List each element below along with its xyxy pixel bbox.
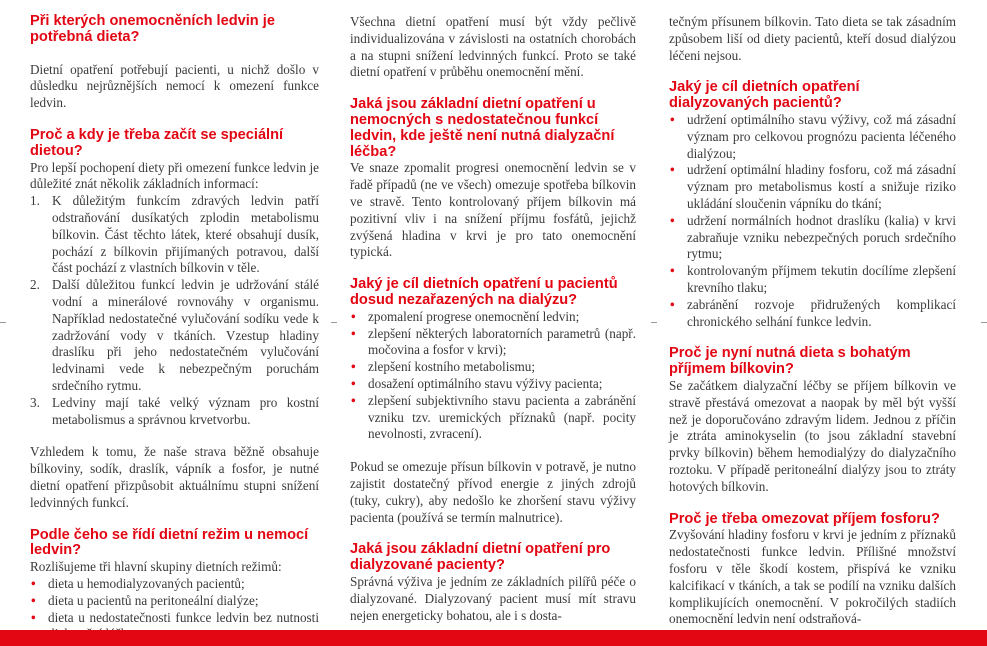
paragraph-individualized: Všechna dietní opatření musí být vždy pečlivě individualizována v závislosti na ostatních chorobách a na stupni snížení ledvinných funkcí. Proto se také dietní opatření v průběhu onemocnění mění. <box>350 14 636 80</box>
list-item: • dieta u pacientů na peritoneální dialýze; <box>31 592 259 608</box>
paragraph-nutrition-pillar: Správná výživa je jedním ze základních pilířů péče o dialyzované. Dialyzovaný pacient musí mít stravu nejen energeticky bohatou, ale i s dosta- <box>350 573 636 623</box>
list-item: • dieta u nedostatečnosti funkce ledvin bez nutnosti <box>31 609 319 625</box>
heading-goal-dialysis: Jaký je cíl dietních opatření dialyzovaných pacientů? <box>669 79 860 112</box>
bullet-icon: • <box>670 162 675 178</box>
paragraph-basics: Pro lepší pochopení diety při omezení funkce ledvin je důležité znát několik základních informací: <box>30 159 319 192</box>
fold-mark-2 <box>651 322 657 323</box>
heading-which-diseases: Při kterých onemocněních ledvin je potřebná dieta? <box>30 13 275 45</box>
paragraph-diet-adjustment: Vzhledem k tomu, že naše strava běžně obsahuje bílkoviny, sodík, draslík, vápník a fosfor, je nutné dietní opatření přizpůsobit aktuálnímu stupni snížení ledvinných funkcí. <box>30 444 319 510</box>
paragraph-phosphorus: Zvyšování hladiny fosforu v krvi je jedním z příznaků nedostatečnosti funkce ledvin. Přílišné množství fosforu v těle škodí kostem, přispívá ke vzniku kalcifikací v tkáních, a tak se podílí na vzniku dalších komplikujících onemocnění. V pokročilých stadiích onemocnění ledvin není odstraňová- <box>669 527 956 627</box>
list-item: 2. Další důležitou funkcí ledvin je udržování stálé vodní a minerálové rovnováhy v organismu. Například nedostatečné vylučování sodíku vede k zadržování vody v tkáních. Vzestup hladiny draslíku při jeho nedostatečném vylučování ledvinami vede k nebezpečným poruchám srdečního rytmu. <box>30 277 319 393</box>
bullet-icon: • <box>670 212 675 228</box>
paragraph-protein-continuation: tečným přísunem bílkovin. Tato dieta se tak zásadním způsobem liší od diety pacientů, kteří dosud dialýzou léčeni nejsou. <box>669 14 956 63</box>
heading-basic-measures-dialysis: Jaká jsou základní dietní opatření pro dialyzované pacienty? <box>350 541 611 574</box>
numbered-list-kidney-functions <box>30 193 319 428</box>
bullet-icon: • <box>31 592 36 608</box>
heading-phosphorus: Proč je třeba omezovat příjem fosforu? <box>669 510 940 527</box>
column-1 <box>30 14 319 643</box>
list-item: • dosažení optimálního stavu výživy pacienta; <box>351 375 603 391</box>
list-item: • zlepšení kostního metabolismu; <box>351 359 536 375</box>
heading-why-when: Proč a kdy je třeba začít se speciální dietou? <box>30 126 284 159</box>
paragraph-protein-restriction: Ve snaze zpomalit progresi onemocnění ledvin se v řadě případů (ne ve všech) omezuje spotřeba bílkovin ve stravě. Tento kontrolovaný příjem bílkovin má pozitivní vliv i na snížení příjmu fosfátů, jejichž zvýšená hladina v krvi je pro tato onemocnění typická. <box>350 160 636 260</box>
bullet-icon: • <box>670 111 675 127</box>
column-3 <box>669 14 956 628</box>
fold-mark-left <box>0 322 6 323</box>
fold-mark-right <box>981 322 987 323</box>
bullet-icon: • <box>670 296 675 312</box>
bullet-icon: • <box>670 263 675 279</box>
paragraph-three-groups: Rozlišujeme tři hlavní skupiny dietních režimů: <box>30 559 282 575</box>
list-item: 3. Ledviny mají také velký význam pro kostní metabolismus a správnou krvetvorbu. <box>30 394 319 427</box>
heading-protein-rich-diet: Proč je nyní nutná dieta s bohatým příjmem bílkovin? <box>669 345 911 378</box>
paragraph-intro: Dietní opatření potřebují pacienti, u nichž došlo v důsledku nejrůznějších nemocí k omezení funkce ledvin. <box>30 61 319 111</box>
list-item: • zlepšení subjektivního stavu pacienta a zabránění vzniku tzv. uremických příznaků (např. pocity nevolnosti, zvracení). <box>351 392 636 442</box>
list-item: • zlepšení některých laboratorních parametrů (např. močovina a fosfor v krvi); <box>351 325 636 358</box>
bullet-list-dialysis-goals <box>669 112 956 330</box>
heading-goal-predialysis: Jaký je cíl dietních opatření u pacientů dosud nezařazených na dialýzu? <box>350 276 618 308</box>
bullet-icon: • <box>351 325 356 341</box>
bullet-list-predialysis-goals <box>350 309 636 443</box>
list-item: • udržení optimálního stavu výživy, což má zásadní význam pro celkovou prognózu pacienta léčeného dialýzou; <box>670 111 956 161</box>
list-item: • zpomalení progrese onemocnění ledvin; <box>351 308 580 324</box>
paragraph-protein-loss: Se začátkem dialyzační léčby se příjem bílkovin ve stravě přestává omezovat a naopak by měl být vyšší než je doporučováno zdravým lidem. Jednou z příčin je ztráta aminokyselin (to jsou základní stavební prvky bílkovin) během hemodialýzy do dialyzačního roztoku. V případě peritoneální dialýzy jsou to ztráty hotových bílkovin. <box>669 377 956 494</box>
bullet-icon: • <box>31 609 36 625</box>
heading-basic-measures-predialysis: Jaká jsou základní dietní opatření u nemocných s nedostatečnou funkcí ledvin, kde ještě není nutná dialyzační léčba? <box>350 96 615 160</box>
list-item: • kontrolovaným příjmem tekutin docílíme zlepšení krevního tlaku; <box>670 263 956 295</box>
heading-diet-regime: Podle čeho se řídí dietní režim u nemocí ledvin? <box>30 526 309 559</box>
list-item: • udržení normálních hodnot draslíku (kalia) v krvi zabraňuje vzniku nebezpečných poruch srdečního rytmu; <box>670 212 956 262</box>
bottom-red-bar <box>0 630 987 646</box>
list-item: • dieta u hemodialyzovaných pacientů; <box>31 575 245 591</box>
bullet-icon: • <box>351 359 356 375</box>
bullet-icon: • <box>351 375 356 391</box>
paragraph-energy-intake: Pokud se omezuje přísun bílkovin v potravě, je nutno zajistit dostatečný přívod energie z jiných zdrojů (tuky, cukry), aby nedošlo ke zhoršení stavu výživy pacienta (používá se termín malnutrice). <box>350 459 636 525</box>
bullet-icon: • <box>351 308 356 324</box>
list-item: • udržení optimální hladiny fosforu, což má zásadní význam pro metabolismus kostí a snižuje riziko ukládání sloučenin vápníku do tkání; <box>670 162 956 211</box>
list-item: • zabránění rozvoje přidružených komplikací chronického selhání funkce ledvin. <box>670 296 956 329</box>
bullet-icon: • <box>351 392 356 408</box>
list-item: 1. K důležitým funkcím zdravých ledvin patří odstraňování dusíkatých zplodin metabolismu bílkovin. Část těchto látek, které obsahují dusík, pochází z bílkovin přijímaných potravou, další část pochází z vlastních bílkovin v těle. <box>30 193 319 276</box>
column-2 <box>350 14 636 624</box>
fold-mark-1 <box>331 322 337 323</box>
bullet-icon: • <box>31 575 36 591</box>
